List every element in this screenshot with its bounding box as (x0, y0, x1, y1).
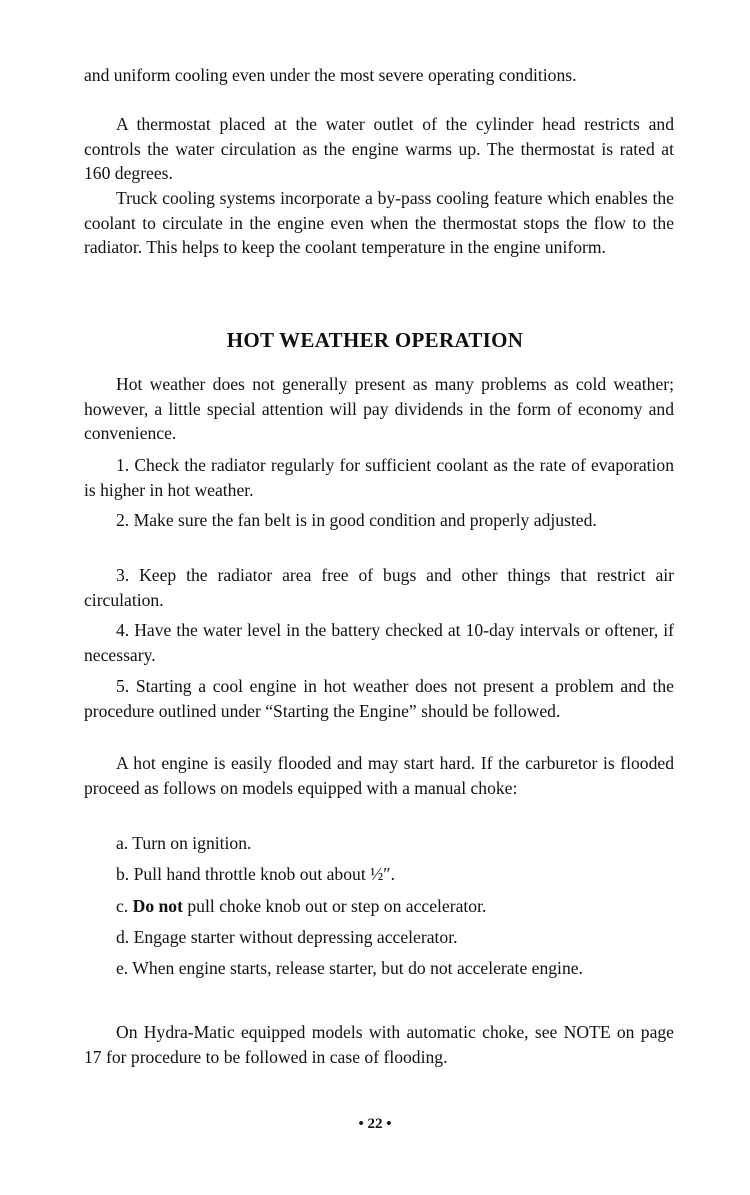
list-item-1: 1. Check the radiator regularly for sufficient coolant as the rate of evaporation is higher in hot weather. (84, 455, 674, 500)
step-b: b. Pull hand throttle knob out about ½″. (116, 864, 396, 884)
step-e: e. When engine starts, release starter, but do not accelerate engine. (116, 958, 583, 978)
list-item-5: 5. Starting a cool engine in hot weather does not present a problem and the procedure outlined under “Starting the Engine” should be followed. (84, 676, 674, 721)
step-c-prefix: c. (116, 896, 133, 916)
list-item-2: 2. Make sure the fan belt is in good condition and properly adjusted. (116, 510, 597, 530)
paragraph-hydramatic: On Hydra-Matic equipped models with automatic choke, see NOTE on page 17 for procedure to be followed in case of flooding. (84, 1022, 674, 1067)
list-item-3: 3. Keep the radiator area free of bugs and other things that restrict air circulation. (84, 565, 674, 610)
paragraph-bypass: Truck cooling systems incorporate a by-pass cooling feature which enables the coolant to circulate in the engine even when the thermostat stops the flow to the radiator. This helps to keep the coolant temperature in the engine uniform. (84, 188, 674, 258)
section-heading: HOT WEATHER OPERATION (226, 328, 524, 352)
step-c-bold: Do not (132, 896, 183, 916)
list-item-4: 4. Have the water level in the battery checked at 10-day intervals or oftener, if necessary. (84, 620, 674, 665)
paragraph-flooded: A hot engine is easily flooded and may start hard. If the carburetor is flooded proceed as follows on models equipped with a manual choke: (84, 753, 674, 798)
paragraph-cooling-end: and uniform cooling even under the most severe operating conditions. (84, 65, 577, 85)
step-d: d. Engage starter without depressing accelerator. (116, 927, 458, 947)
page-number: • 22 • (358, 1116, 392, 1132)
step-c-rest: pull choke knob out or step on accelerator. (182, 896, 487, 916)
step-a: a. Turn on ignition. (116, 833, 252, 853)
paragraph-intro: Hot weather does not generally present as many problems as cold weather; however, a little special attention will pay dividends in the form of economy and convenience. (84, 374, 674, 444)
paragraph-thermostat: A thermostat placed at the water outlet of the cylinder head restricts and controls the water circulation as the engine warms up. The thermostat is rated at 160 degrees. (84, 114, 674, 184)
step-c (116, 894, 674, 919)
